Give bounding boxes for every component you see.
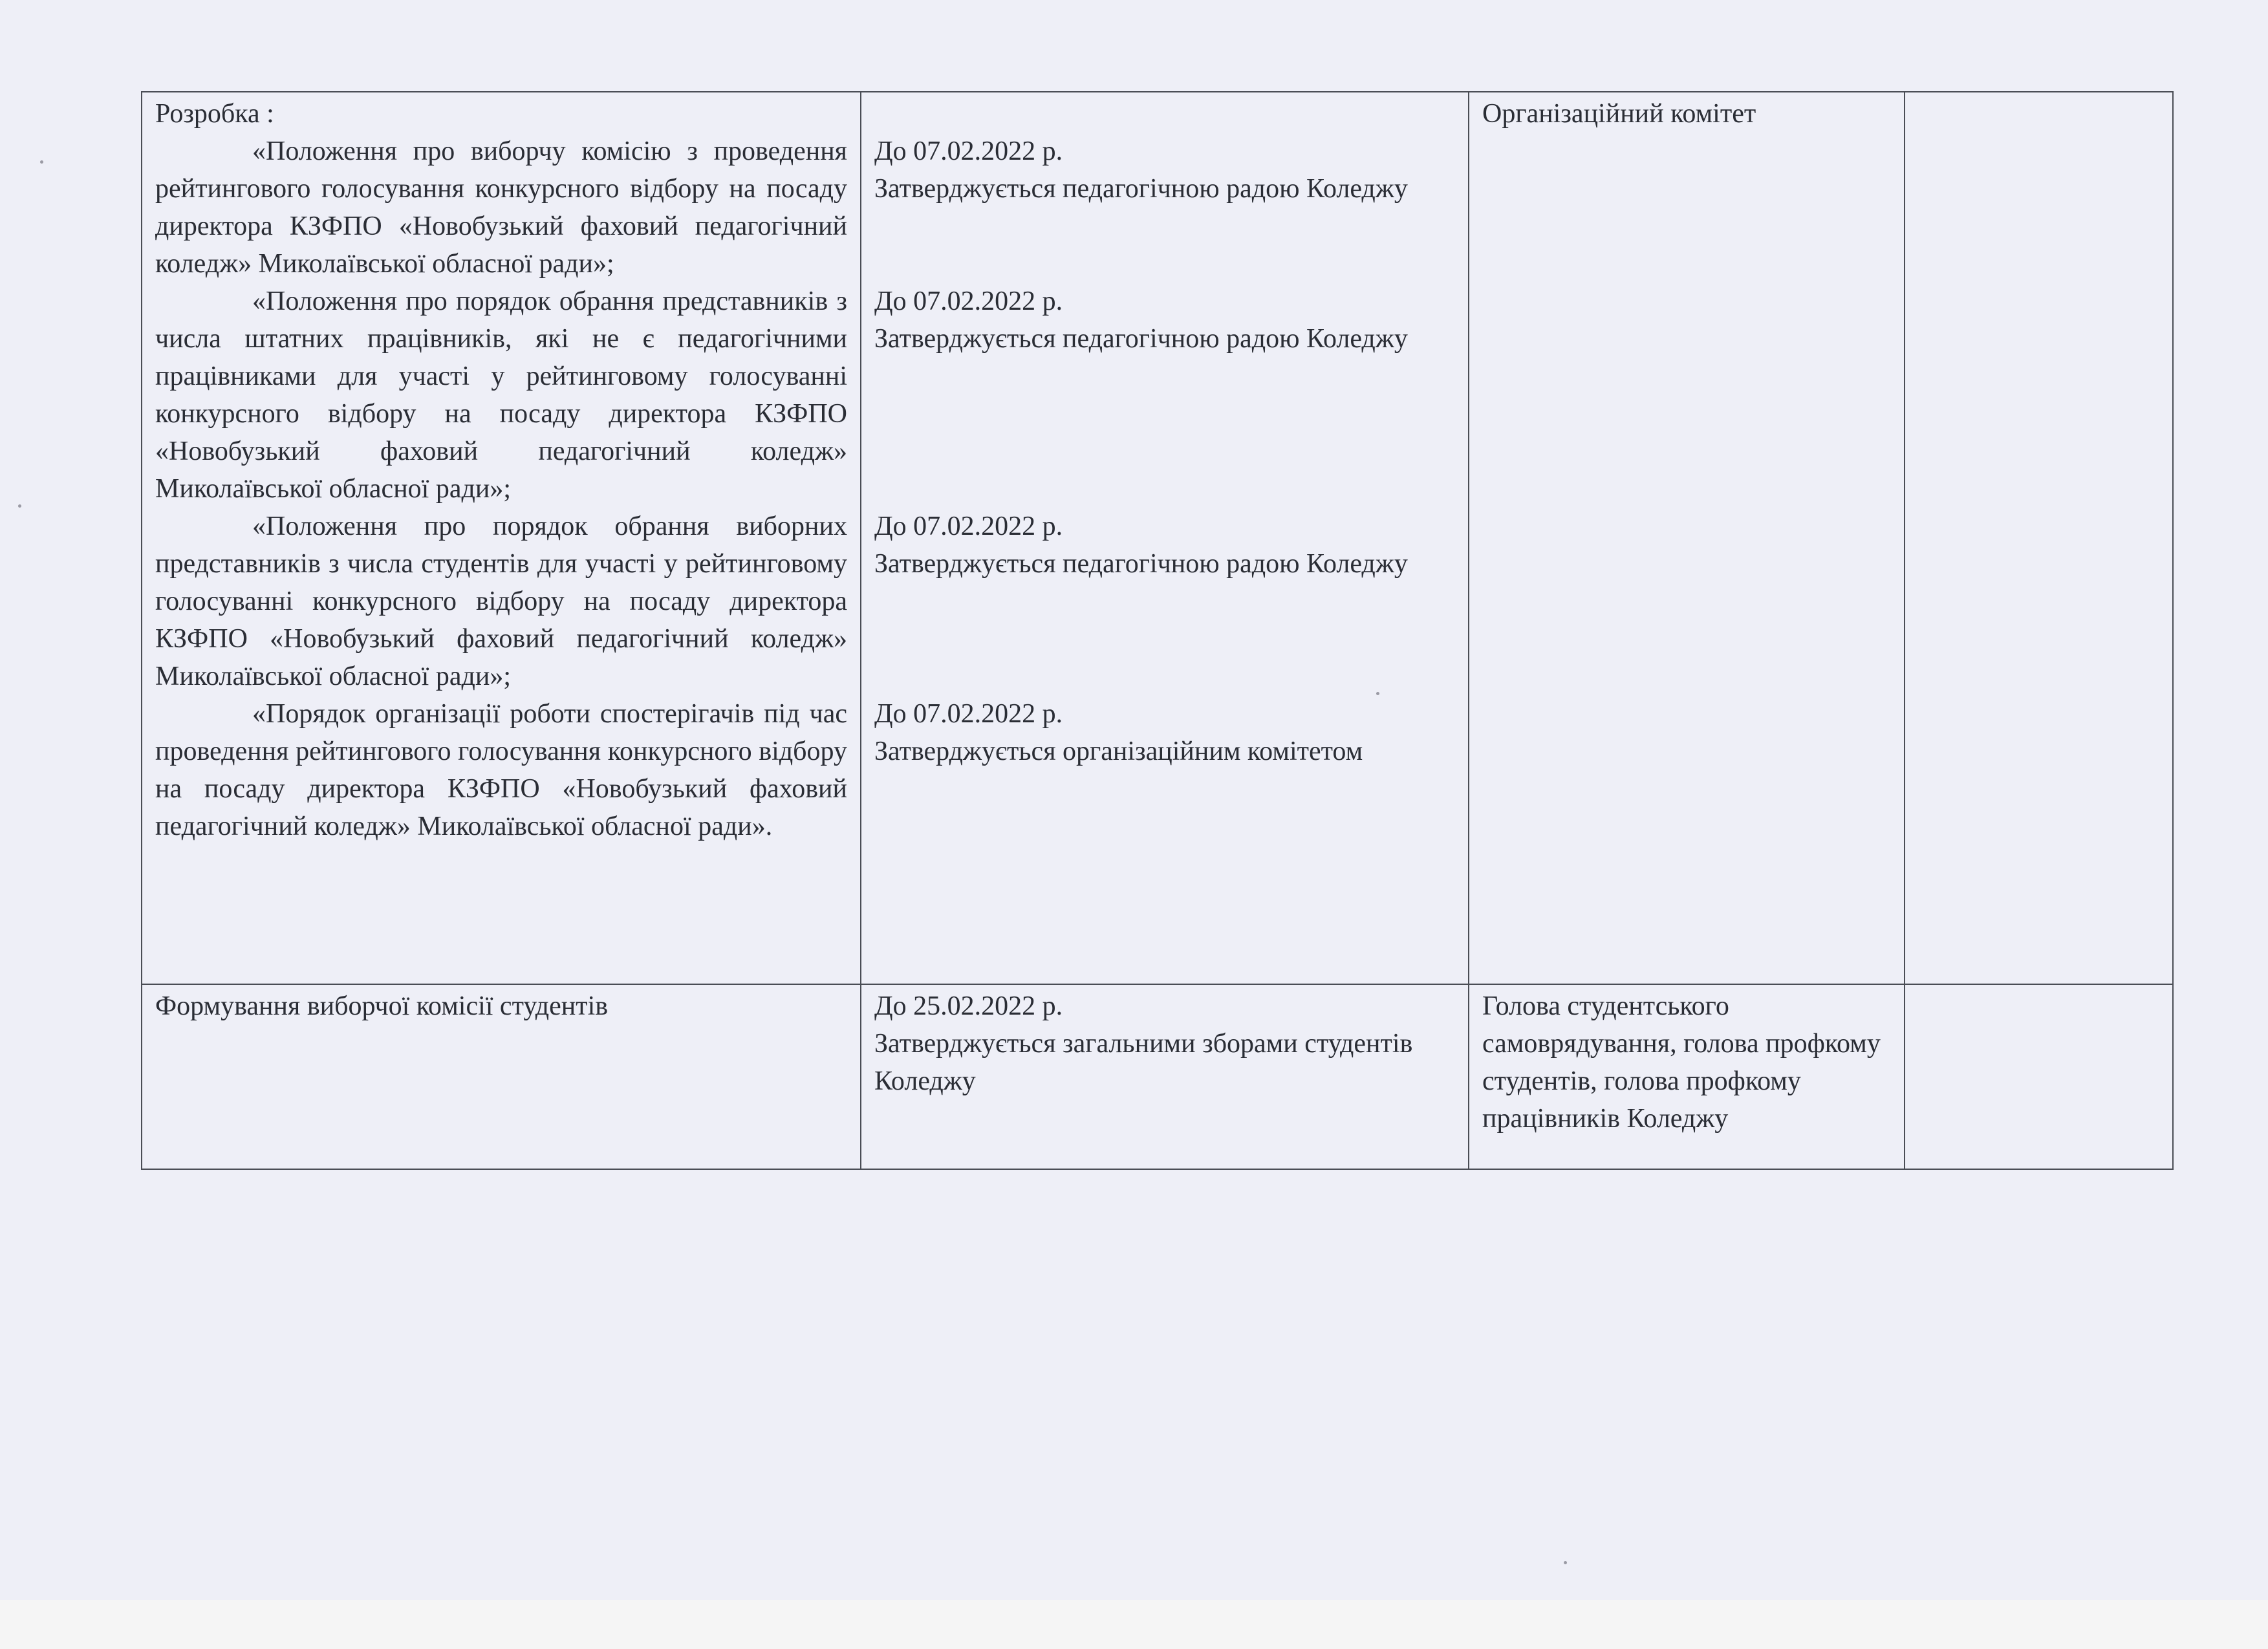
deadline-block <box>874 695 1455 770</box>
deadline-date: До 25.02.2022 р. <box>874 991 1063 1021</box>
deadline-approval: Затверджується організаційним комітетом <box>874 737 1363 766</box>
deadline-approval: Затверджується педагогічною радою Коледжу <box>874 174 1408 204</box>
table-row <box>142 984 2173 1169</box>
note-cell <box>1905 92 2173 984</box>
deadline-block <box>874 283 1455 358</box>
deadline-approval: Затверджується педагогічною радою Коледжу <box>874 324 1408 354</box>
scan-speck <box>1564 1561 1567 1564</box>
table-row <box>142 92 2173 984</box>
scan-speck <box>1376 692 1379 695</box>
task-item: «Порядок організації роботи спостерігачів під час проведення рейтингового голосування конкурсного відбору на посаду директора КЗФПО «Новобузький фаховий педагогічний коледж» Миколаївської обласної ради». <box>155 699 847 841</box>
deadline-cell <box>861 984 1469 1169</box>
scan-speck <box>40 160 43 164</box>
deadline-date: До 07.02.2022 р. <box>874 136 1063 166</box>
responsible-cell <box>1469 92 1905 984</box>
task-heading: Розробка : <box>155 99 274 129</box>
task-item: «Положення про порядок обрання представників з числа штатних працівників, які не є педагогічними працівниками для участі у рейтинговому голосуванні конкурсного відбору на посаду директора КЗФПО «Новобузький фаховий педагогічний коледж» Миколаївської обласної ради»; <box>155 286 847 504</box>
note-cell <box>1905 984 2173 1169</box>
responsible-text: Голова студентського самоврядування, голова профкому студентів, голова профкому працівників Коледжу <box>1482 991 1881 1134</box>
deadline-block <box>874 508 1455 583</box>
responsible-cell <box>1469 984 1905 1169</box>
deadline-approval: Затверджується загальними зборами студентів Коледжу <box>874 1029 1413 1096</box>
responsible-text: Організаційний комітет <box>1482 99 1756 129</box>
deadline-date: До 07.02.2022 р. <box>874 286 1063 316</box>
deadline-block <box>874 133 1455 208</box>
deadline-date: До 07.02.2022 р. <box>874 699 1063 729</box>
deadline-cell <box>861 92 1469 984</box>
scan-edge-strip <box>0 1600 2268 1649</box>
deadline-approval: Затверджується педагогічною радою Коледжу <box>874 549 1408 579</box>
task-item: «Положення про порядок обрання виборних представників з числа студентів для участі у рейтинговому голосуванні конкурсного відбору на посаду директора КЗФПО «Новобузький фаховий педагогічний коледж» Миколаївської обласної ради»; <box>155 512 847 691</box>
plan-table <box>141 91 2174 1170</box>
task-cell <box>142 984 861 1169</box>
scan-speck <box>18 504 21 508</box>
task-text: Формування виборчої комісії студентів <box>155 991 609 1021</box>
task-item: «Положення про виборчу комісію з проведення рейтингового голосування конкурсного відбору на посаду директора КЗФПО «Новобузький фаховий педагогічний коледж» Миколаївської обласної ради»; <box>155 136 847 279</box>
deadline-date: До 07.02.2022 р. <box>874 512 1063 541</box>
task-cell <box>142 92 861 984</box>
